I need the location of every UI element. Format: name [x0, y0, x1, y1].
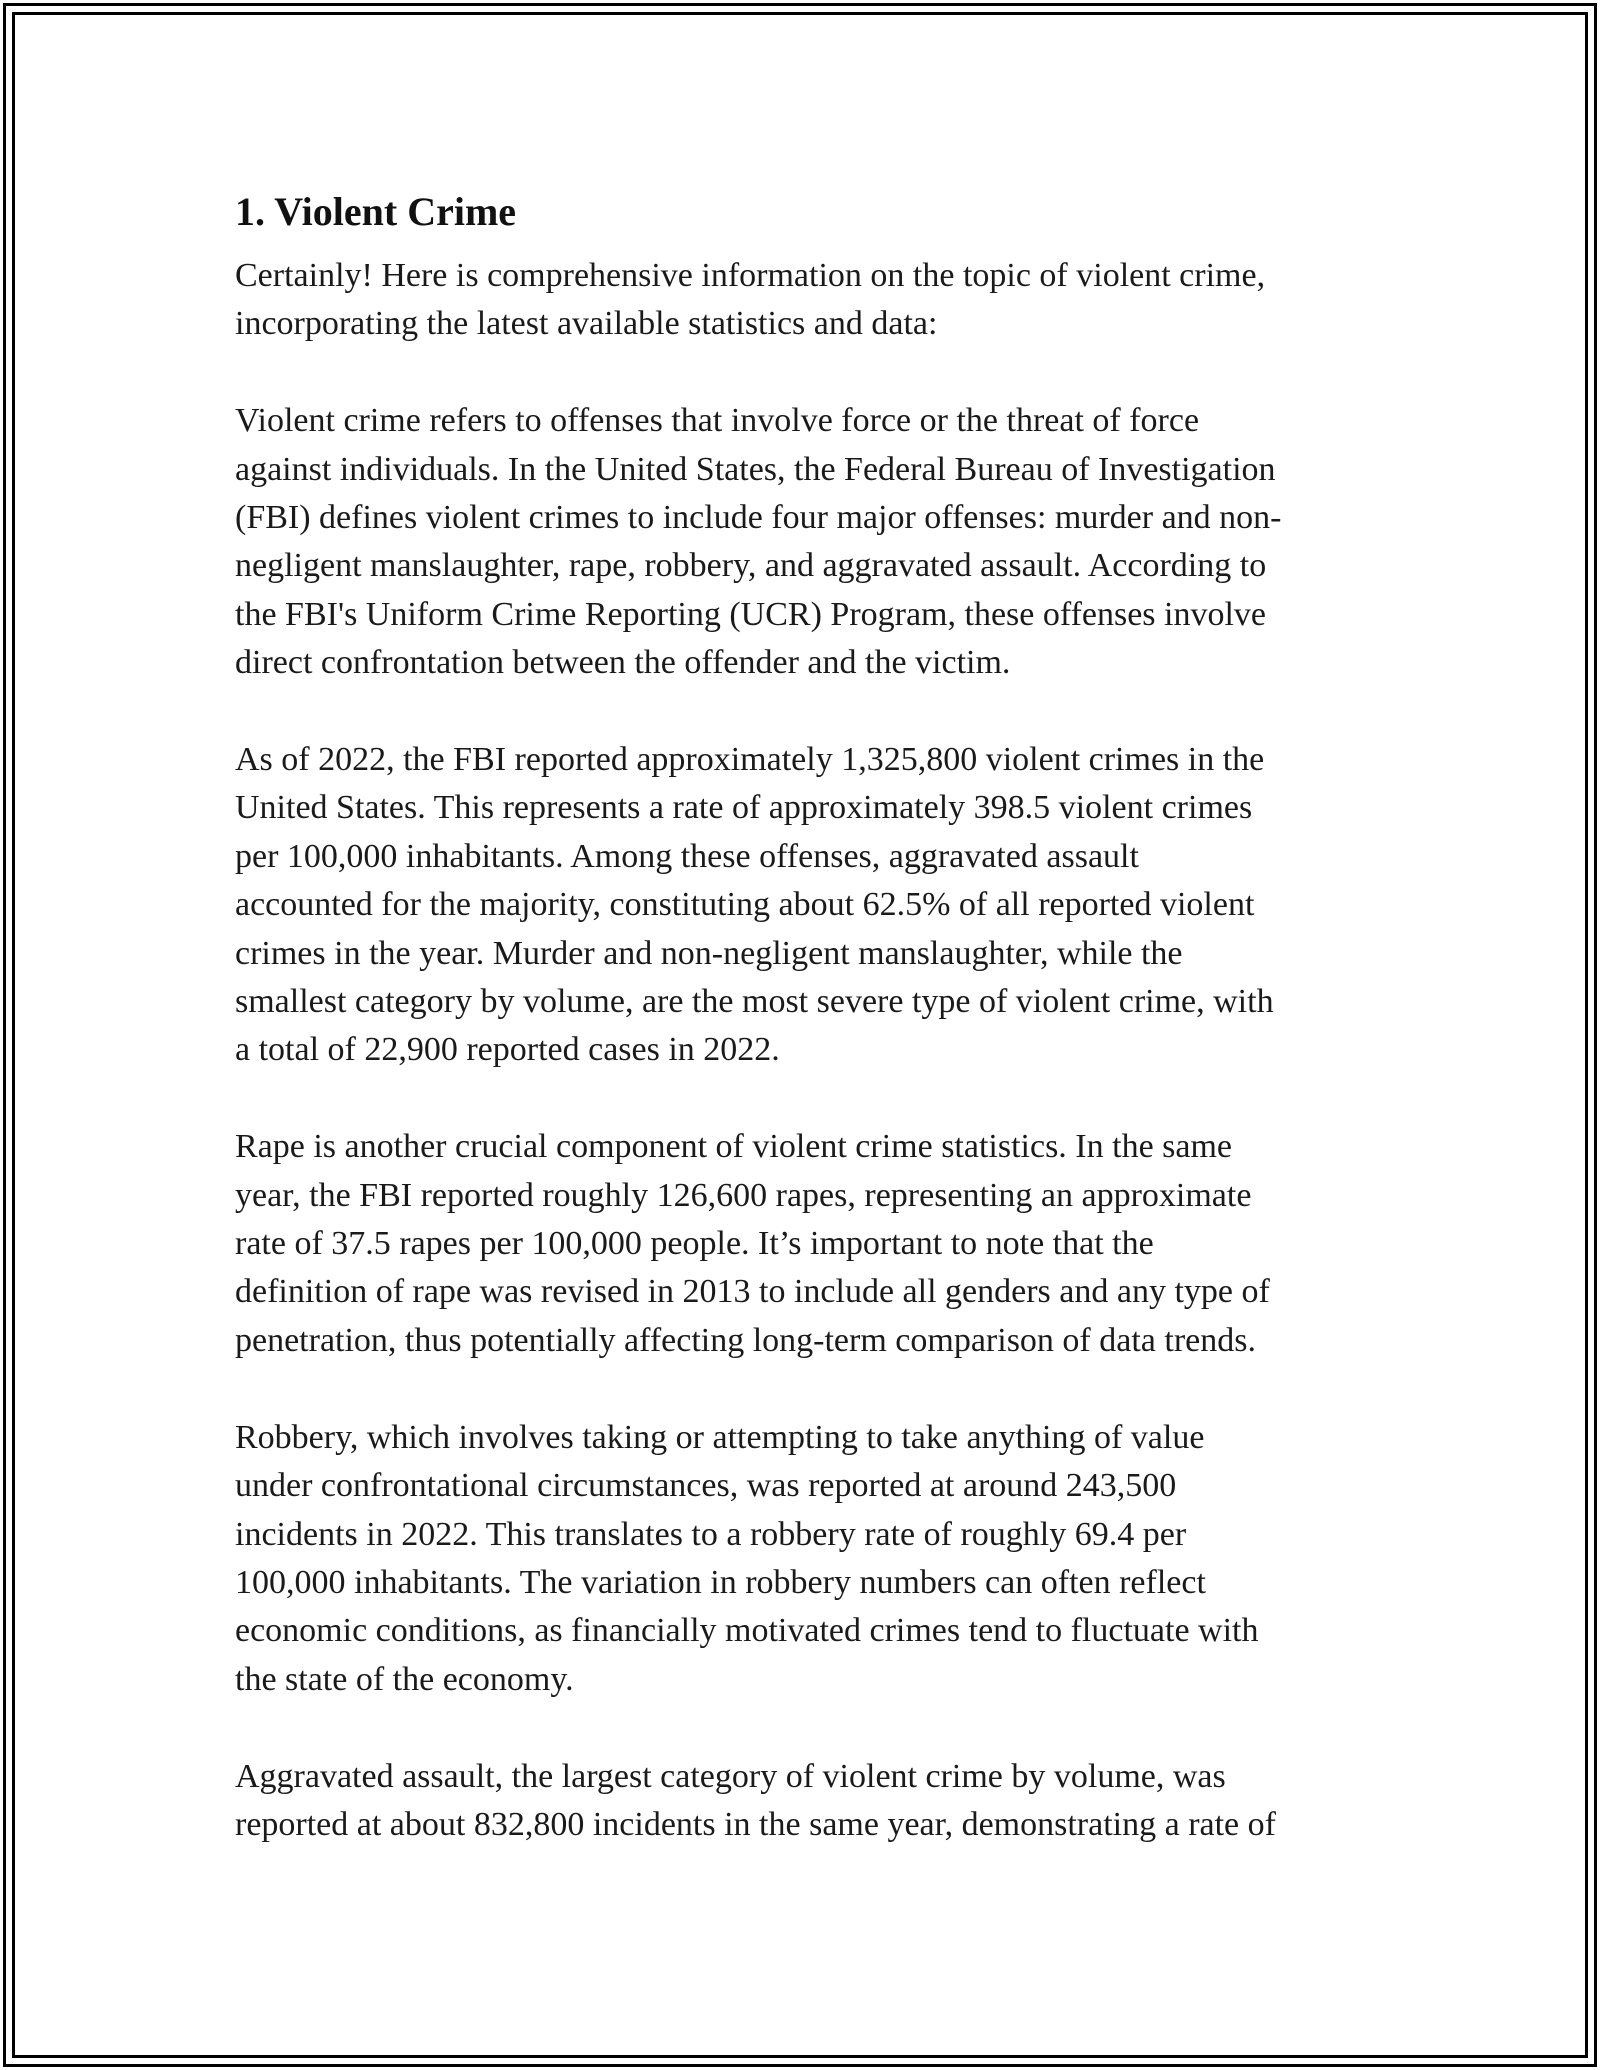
- paragraph-rape: Rape is another crucial component of violent crime statistics. In the same year, the FBI reported roughly 126,600 rapes, representing an approximate rate of 37.5 rapes per 100,000 people. It’s important to note that the definition of rape was revised in 2013 to include all genders and any type of penetration, thus potentially affecting long-term comparison of data trends.: [235, 1128, 1270, 1359]
- paragraph-aggravated-assault: Aggravated assault, the largest category of violent crime by volume, was reported at about 832,800 incidents in the same year, demonstrating a rate of: [235, 1757, 1276, 1843]
- document-page: [235, 186, 1375, 1849]
- paragraph-definition: Violent crime refers to offenses that involve force or the threat of force against individuals. In the United States, the Federal Bureau of Investigation (FBI) defines violent crimes to include four major offenses: murder and non- negligent manslaughter, rape, robbery, and aggravated assault. According to the FBI's Uniform Crime Reporting (UCR) Program, these offenses involve direct confrontation between the offender and the victim.: [235, 402, 1282, 682]
- paragraph-robbery: Robbery, which involves taking or attempting to take anything of value under confrontational circumstances, was reported at around 243,500 incidents in 2022. This translates to a robbery rate of roughly 69.4 per 100,000 inhabitants. The variation in robbery numbers can often reflect economic conditions, as financially motivated crimes tend to fluctuate with the state of the economy.: [235, 1418, 1259, 1698]
- paragraph-intro: Certainly! Here is comprehensive information on the topic of violent crime, incorporating the latest available statistics and data:: [235, 257, 1266, 343]
- section-heading: 1. Violent Crime: [235, 189, 517, 234]
- paragraph-overall-statistics: As of 2022, the FBI reported approximately 1,325,800 violent crimes in the United States. This represents a rate of approximately 398.5 violent crimes per 100,000 inhabitants. Among these offenses, aggravated assault accounted for the majority, constituting about 62.5% of all reported violent crimes in the year. Murder and non-negligent manslaughter, while the smallest category by volume, are the most severe type of violent crime, with a total of 22,900 reported cases in 2022.: [235, 741, 1274, 1069]
